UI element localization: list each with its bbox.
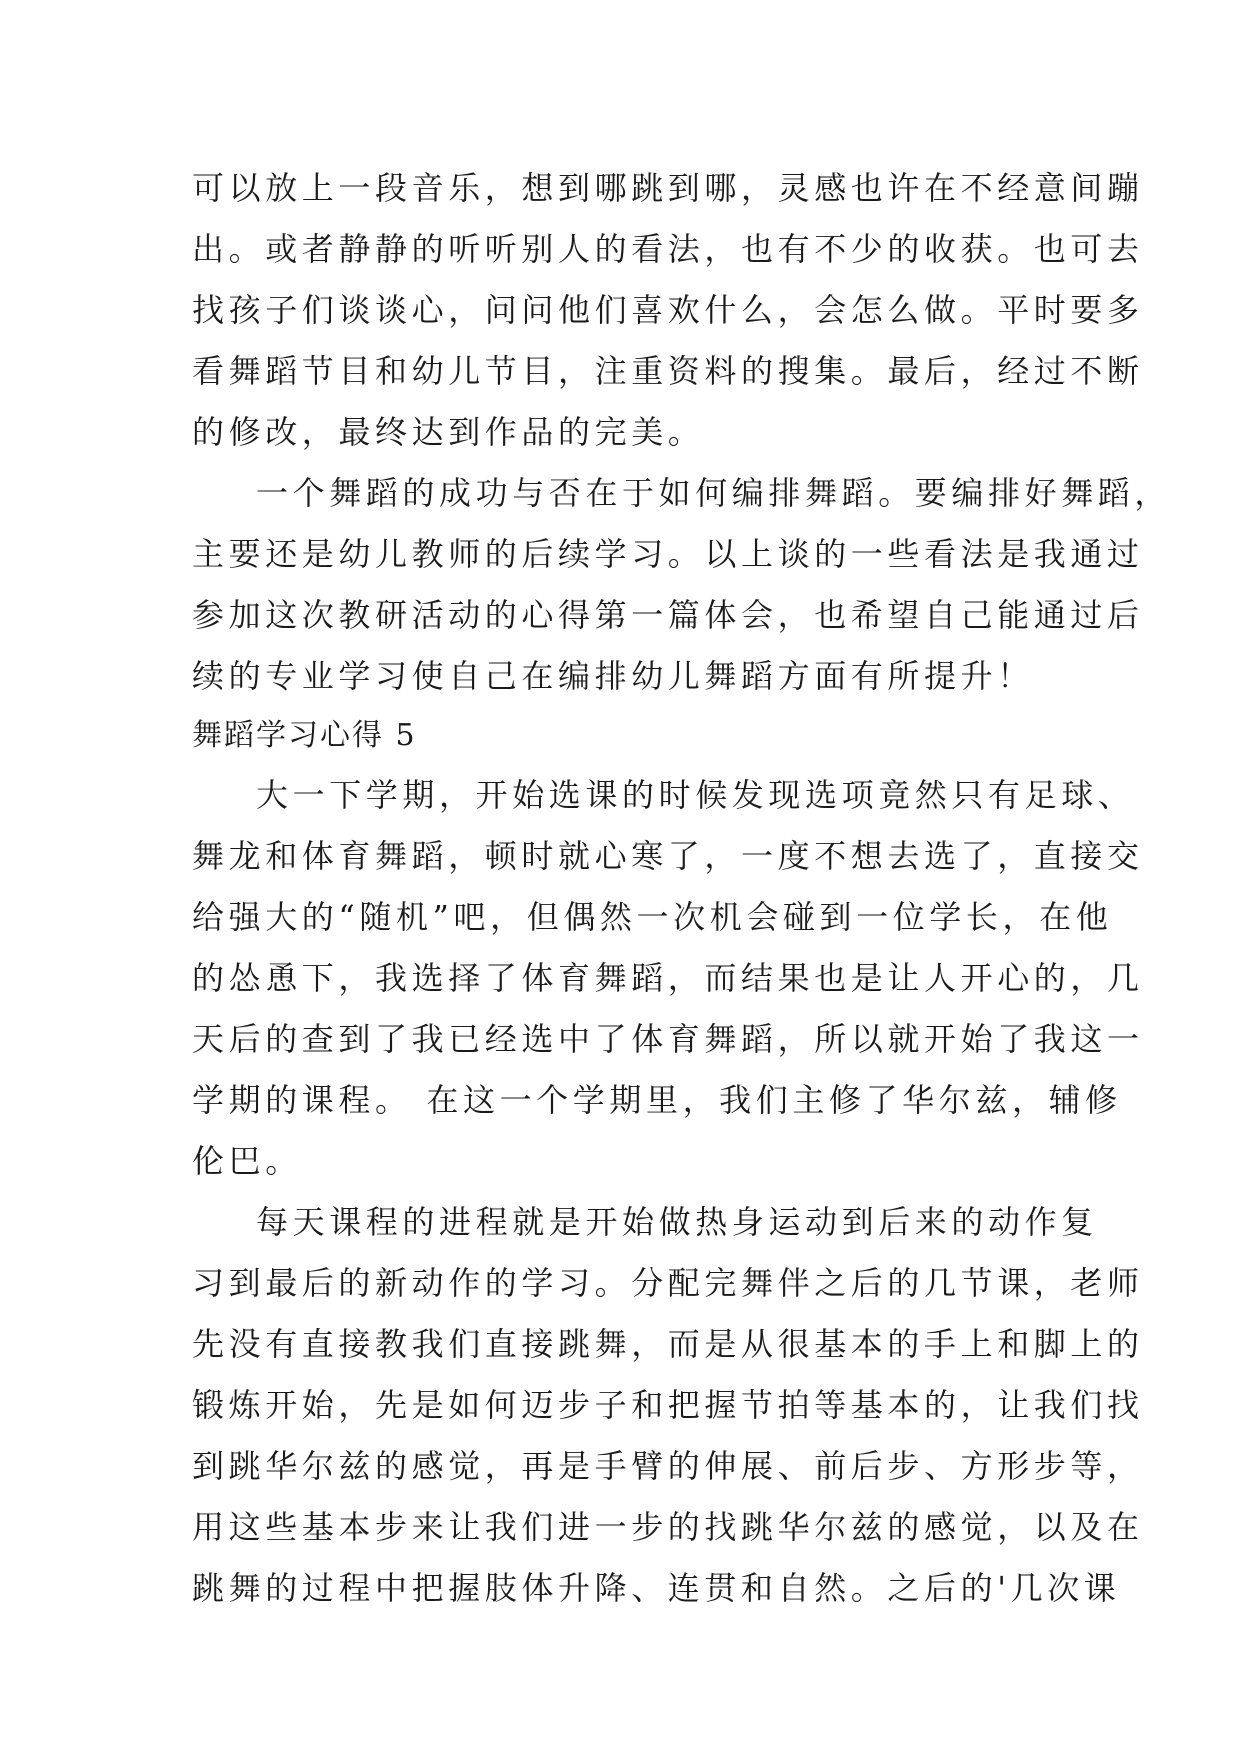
text-line: 大一下学期，开始选课的时候发现选项竟然只有足球、 <box>256 776 1135 814</box>
paragraph <box>192 463 1172 707</box>
text-line: 先没有直接教我们直接跳舞，而是从很基本的手上和脚上的 <box>192 1325 1144 1363</box>
paragraph <box>192 158 1144 463</box>
text-line: 给强大的“随机”吧，但偶然一次机会碰到一位学长，在他 <box>192 898 1113 936</box>
document-body <box>192 158 1172 1619</box>
text-line: 的修改，最终达到作品的完美。 <box>192 413 705 451</box>
text-line: 可以放上一段音乐，想到哪跳到哪，灵感也许在不经意间蹦 <box>192 169 1144 207</box>
text-line: 锻炼开始，先是如何迈步子和把握节拍等基本的，让我们找 <box>192 1386 1144 1424</box>
paragraph <box>192 765 1144 1192</box>
text-line: 看舞蹈节目和幼儿节目，注重资料的搜集。最后，经过不断 <box>192 352 1144 390</box>
text-line: 用这些基本步来让我们进一步的找跳华尔兹的感觉，以及在 <box>192 1508 1144 1546</box>
text-line: 学期的课程。 在这一个学期里，我们主修了华尔兹，辅修 <box>192 1081 1122 1119</box>
text-line: 到跳华尔兹的感觉，再是手臂的伸展、前后步、方形步等， <box>192 1447 1144 1485</box>
text-line: 续的专业学习使自己在编排幼儿舞蹈方面有所提升！ <box>192 657 1034 695</box>
text-line: 天后的查到了我已经选中了体育舞蹈，所以就开始了我这一 <box>192 1020 1144 1058</box>
text-line: 的怂恿下，我选择了体育舞蹈，而结果也是让人开心的，几 <box>192 959 1144 997</box>
text-line: 习到最后的新动作的学习。分配完舞伴之后的几节课，老师 <box>192 1264 1144 1302</box>
paragraph <box>192 1192 1144 1619</box>
text-line: 伦巴。 <box>192 1142 302 1180</box>
text-line: 找孩子们谈谈心，问问他们喜欢什么，会怎么做。平时要多 <box>192 291 1144 329</box>
text-line: 跳舞的过程中把握肢体升降、连贯和自然。之后的'几次课 <box>192 1569 1121 1607</box>
text-line: 出。或者静静的听听别人的看法，也有不少的收获。也可去 <box>192 230 1144 268</box>
text-line: 舞龙和体育舞蹈，顿时就心寒了，一度不想去选了，直接交 <box>192 837 1144 875</box>
text-line: 一个舞蹈的成功与否在于如何编排舞蹈。要编排好舞蹈， <box>256 474 1172 512</box>
text-line: 主要还是幼儿教师的后续学习。以上谈的一些看法是我通过 <box>192 535 1144 573</box>
text-line: 参加这次教研活动的心得第一篇体会，也希望自己能通过后 <box>192 596 1144 634</box>
section-heading: 舞蹈学习心得 5 <box>192 718 417 753</box>
text-line: 每天课程的进程就是开始做热身运动到后来的动作复 <box>256 1203 1098 1241</box>
